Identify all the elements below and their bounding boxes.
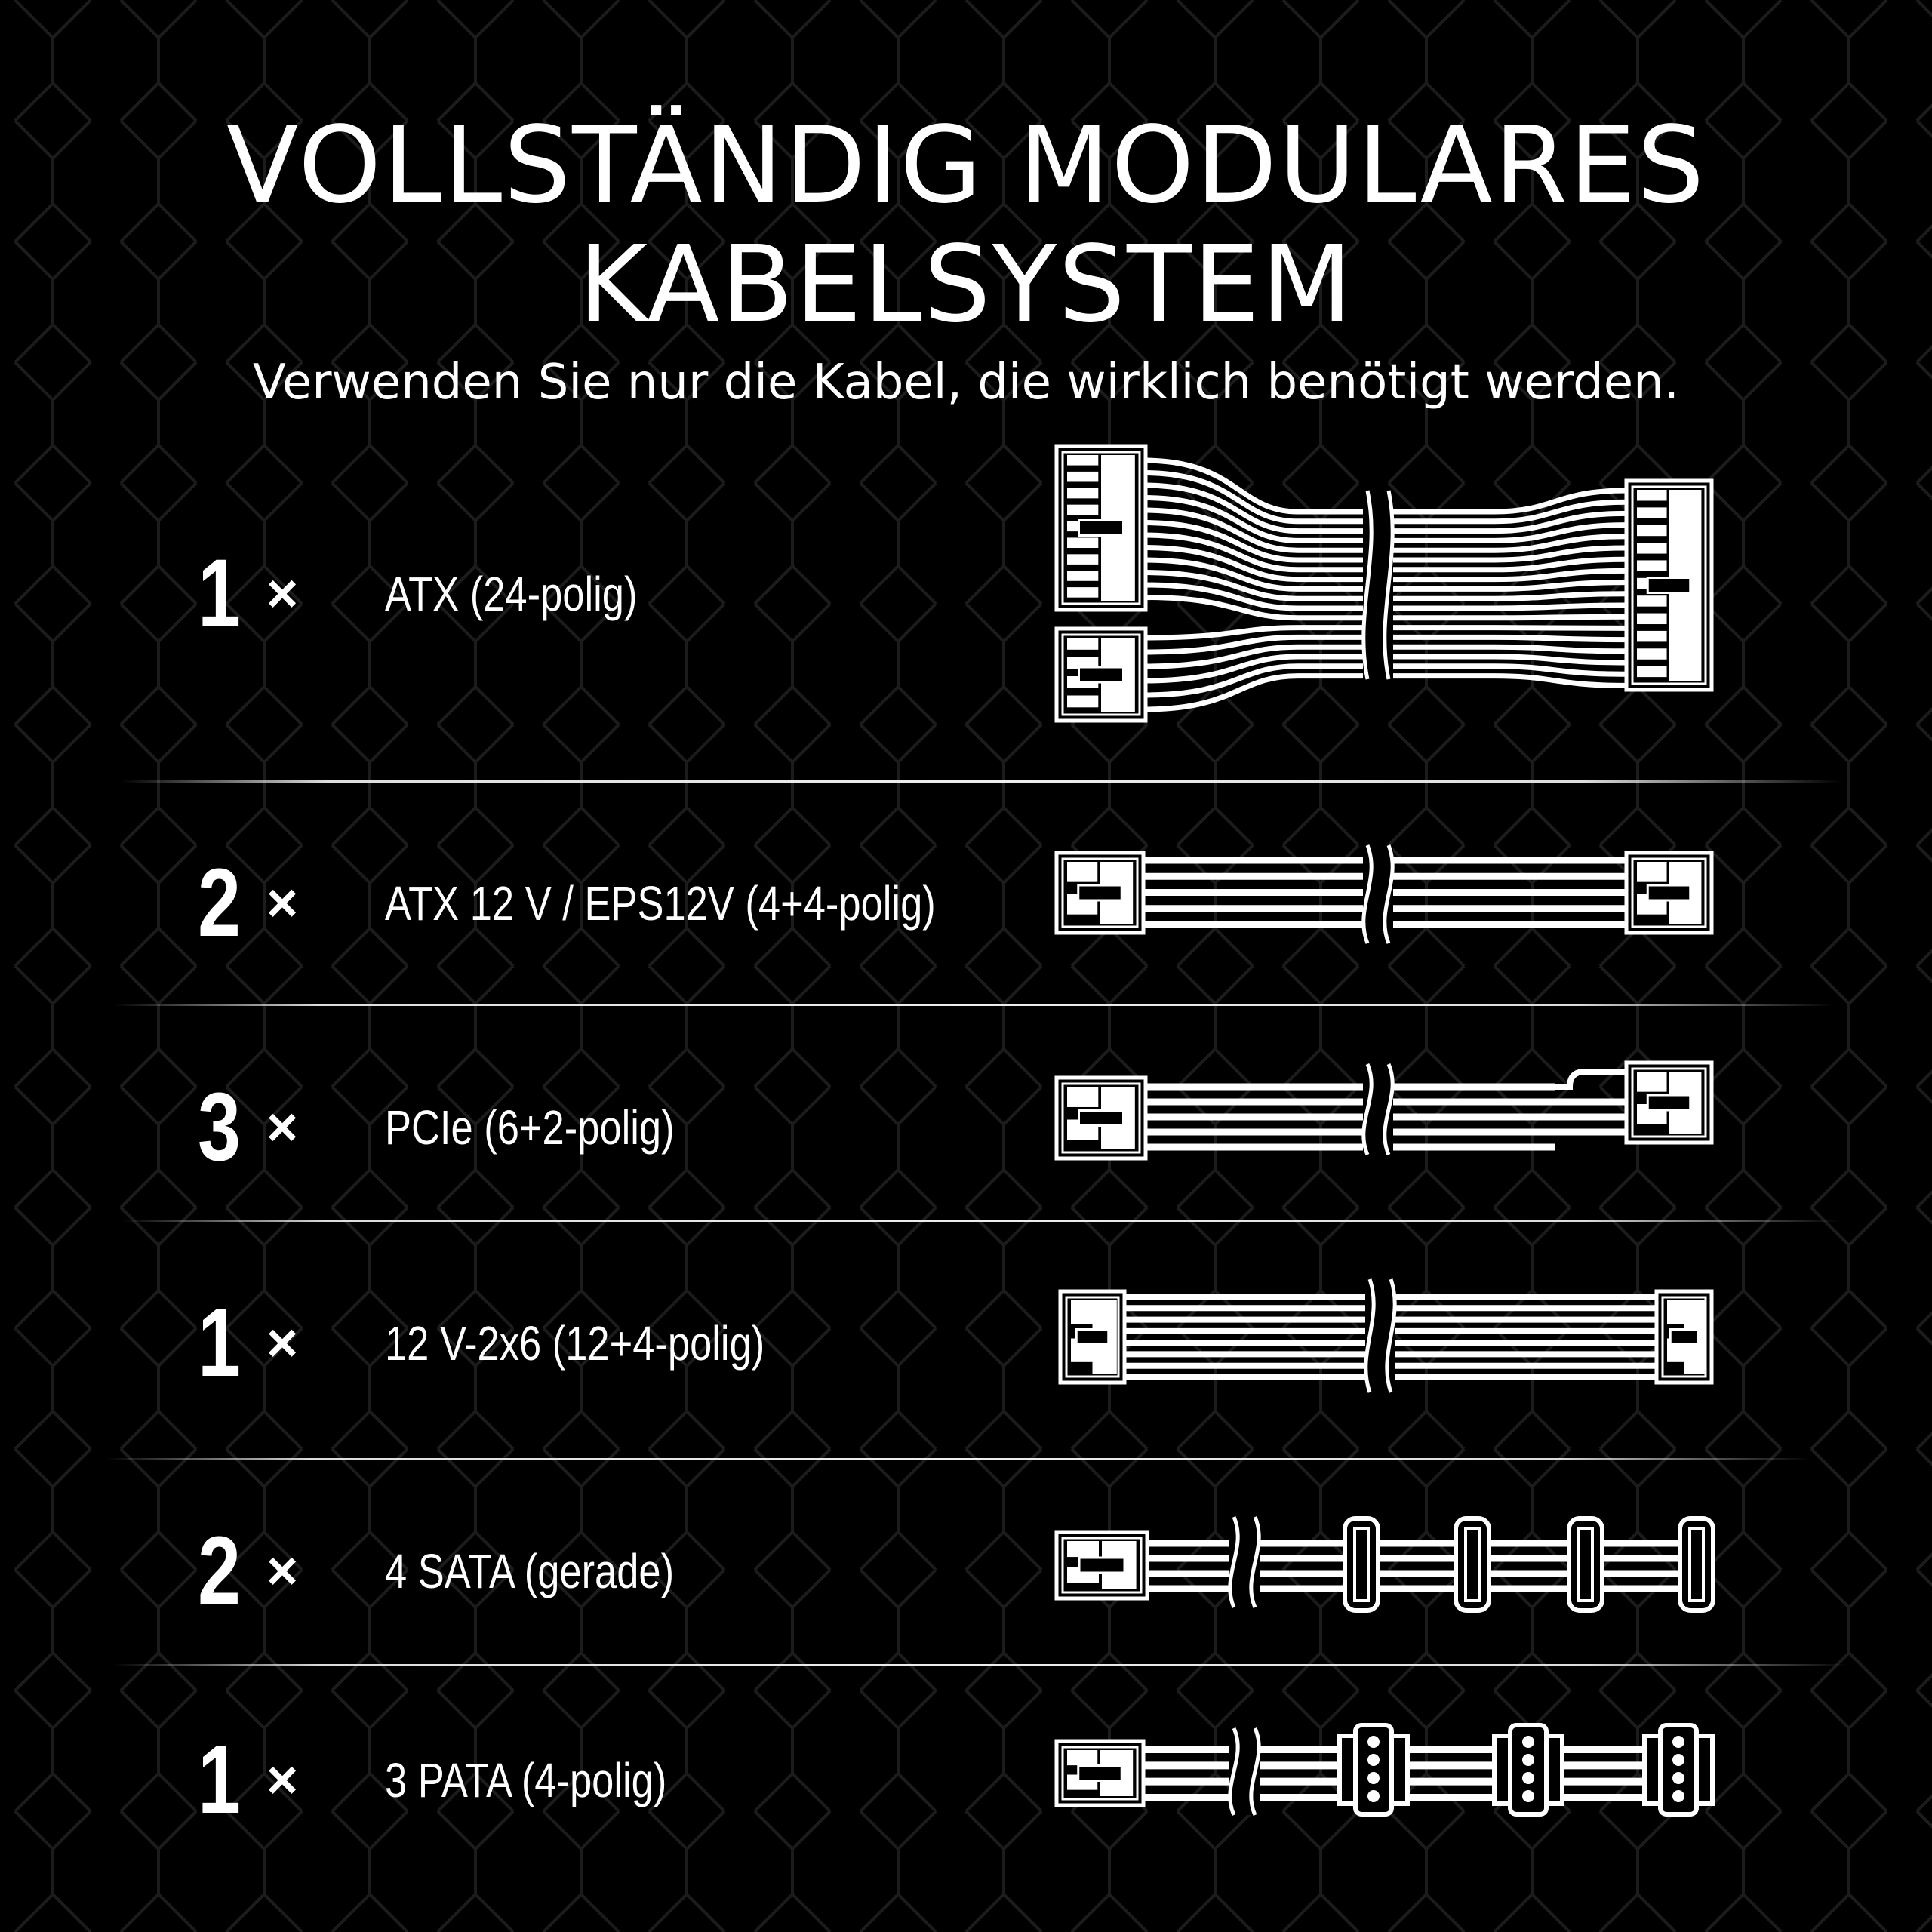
subtitle: Verwenden Sie nur die Kabel, die wirklich benötigt werden. [253,355,1679,411]
multiply-sign: × [266,564,299,624]
multiply-sign: × [266,873,299,934]
sata-cable-icon [1057,1517,1713,1611]
cable-label: ATX 12 V / EPS12V (4+4-polig) [385,876,936,931]
cable-count: 1 [198,540,241,648]
multiply-sign: × [266,1750,299,1810]
title-line-1: VOLLSTÄNDIG MODULARES [226,104,1706,227]
pcie-cable-icon [1057,1063,1712,1158]
cable-count: 3 [198,1073,241,1181]
title-line-2: KABELSYSTEM [578,223,1354,346]
cable-label: ATX (24-polig) [385,567,638,621]
cable-count: 1 [198,1289,241,1397]
atx-24pin-cable-icon [1057,446,1712,721]
cable-label: PCIe (6+2-polig) [385,1100,675,1155]
multiply-sign: × [266,1313,299,1374]
multiply-sign: × [266,1541,299,1601]
cable-count: 2 [198,849,241,957]
cable-count: 1 [198,1726,241,1834]
cable-count: 2 [198,1517,241,1625]
multiply-sign: × [266,1097,299,1158]
cable-label: 4 SATA (gerade) [385,1544,675,1598]
cable-label: 12 V-2x6 (12+4-polig) [385,1316,765,1371]
eps-cable-icon [1057,845,1712,943]
cable-label: 3 PATA (4-polig) [385,1753,667,1807]
pata-cable-icon [1057,1725,1712,1815]
12v-2x6-cable-icon [1060,1279,1712,1392]
